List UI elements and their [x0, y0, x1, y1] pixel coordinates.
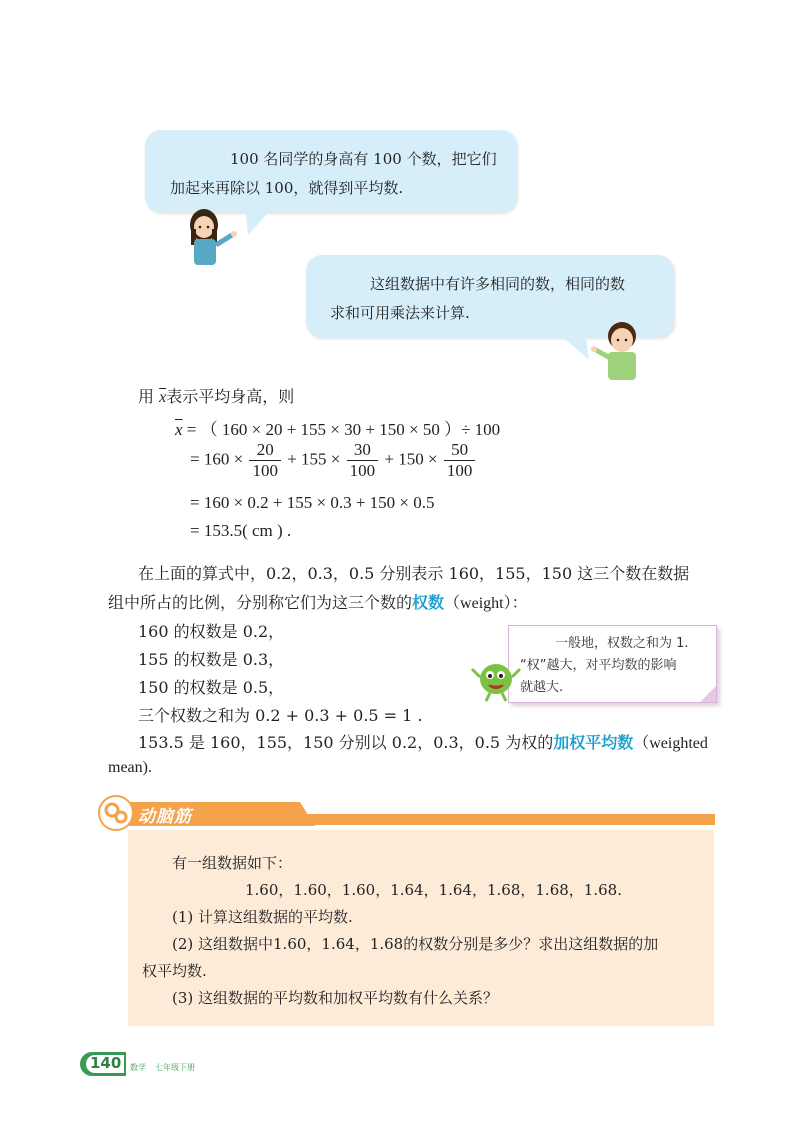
math-line-1 — [175, 415, 500, 440]
fraction-2 — [347, 440, 379, 481]
mean-symbol: $\overline{x}$ — [159, 389, 167, 406]
fraction-3-numerator: 50 — [444, 440, 476, 461]
fraction-2-denominator: 100 — [349, 461, 376, 480]
think-q2b: 权平均数. — [142, 962, 207, 980]
fraction-2-numerator: 30 — [347, 440, 379, 461]
section-banner — [100, 798, 715, 830]
fraction-1-denominator: 100 — [252, 461, 278, 480]
girl-illustration — [180, 205, 242, 267]
math-line-3: = 160 × 0.2 + 155 × 0.3 + 150 × 0.5 — [190, 493, 435, 512]
footer-grade: 七年级下册 — [155, 1063, 195, 1072]
para2-line1 — [138, 730, 708, 753]
section-title: 动脑筋 — [138, 807, 192, 827]
think-q3: (3) 这组数据的平均数和加权平均数有什么关系？ — [172, 989, 499, 1007]
note-line2: “权”越大，对平均数的影响 — [520, 658, 677, 673]
bubble-tail — [555, 330, 595, 362]
math-line-2-b: + 155 × — [287, 449, 341, 469]
para1-line2-pre: 组中所占的比例，分别称它们为这三个数的 — [108, 593, 413, 612]
fraction-1 — [249, 440, 281, 481]
math-line-4: = 153.5( cm ) . — [190, 521, 292, 540]
term-weight: 权数 — [412, 593, 445, 612]
math-line-1-expr: = （ 160 × 20 + 155 × 30 + 150 × 50 ）÷ 100 — [186, 420, 501, 439]
mean-symbol: $\overline{x}$ — [175, 420, 183, 439]
math-line-2-a: = 160 × — [190, 449, 244, 469]
think-q2a: (2) 这组数据中1.60，1.64，1.68的权数分别是多少？求出这组数据的加 — [172, 935, 659, 953]
bubble2-line1: 这组数据中有许多相同的数，相同的数 — [370, 275, 626, 293]
note-line3: 就越大. — [520, 680, 564, 695]
bubble2-line2: 求和可用乘法来计算. — [330, 304, 470, 322]
para1-line1: 在上面的算式中，0.2，0.3，0.5 分别表示 160，155，150 这三个数在数据 — [138, 564, 690, 583]
intro-pre: 用 — [138, 387, 155, 406]
think-data: 1.60，1.60，1.60，1.64，1.64，1.68，1.68，1.68. — [245, 881, 622, 899]
page-number: 140 — [90, 1054, 122, 1072]
weight-160: 160 的权数是 0.2， — [138, 622, 285, 641]
intro-line — [138, 384, 294, 407]
think-q1: (1) 计算这组数据的平均数. — [172, 908, 353, 926]
mascot-illustration — [470, 655, 522, 703]
para2-line1-post: （weighted — [633, 735, 708, 752]
math-line-2 — [190, 440, 477, 481]
para2-line1-pre: 153.5 是 160，155，150 分别以 0.2，0.3，0.5 为权的 — [138, 733, 554, 752]
para1-line2 — [108, 590, 528, 613]
fraction-3-denominator: 100 — [446, 461, 473, 480]
bubble1-line2: 加起来再除以 100，就得到平均数. — [170, 179, 404, 197]
para1-line2-post: （weight）： — [444, 595, 528, 612]
think-intro: 有一组数据如下： — [172, 854, 293, 872]
bubble-tail — [240, 205, 280, 237]
note-fold — [700, 686, 718, 704]
boy-illustration — [590, 318, 650, 382]
weight-155: 155 的权数是 0.3， — [138, 650, 285, 669]
weight-sum: 三个权数之和为 0.2 + 0.3 + 0.5 = 1 . — [138, 706, 423, 725]
weight-150: 150 的权数是 0.5， — [138, 678, 285, 697]
fraction-3 — [444, 440, 476, 481]
para2-line2: mean). — [108, 759, 152, 776]
bubble1-line1: 100 名同学的身高有 100 个数，把它们 — [230, 150, 497, 168]
term-weighted-mean: 加权平均数 — [553, 733, 634, 752]
gear-icon — [98, 795, 134, 831]
fraction-1-numerator: 20 — [249, 440, 281, 461]
note-line1: 一般地，权数之和为 1. — [555, 636, 689, 651]
intro-post: 表示平均身高，则 — [166, 387, 295, 406]
math-line-2-c: + 150 × — [384, 449, 438, 469]
footer-subject: 数学 — [130, 1063, 146, 1072]
